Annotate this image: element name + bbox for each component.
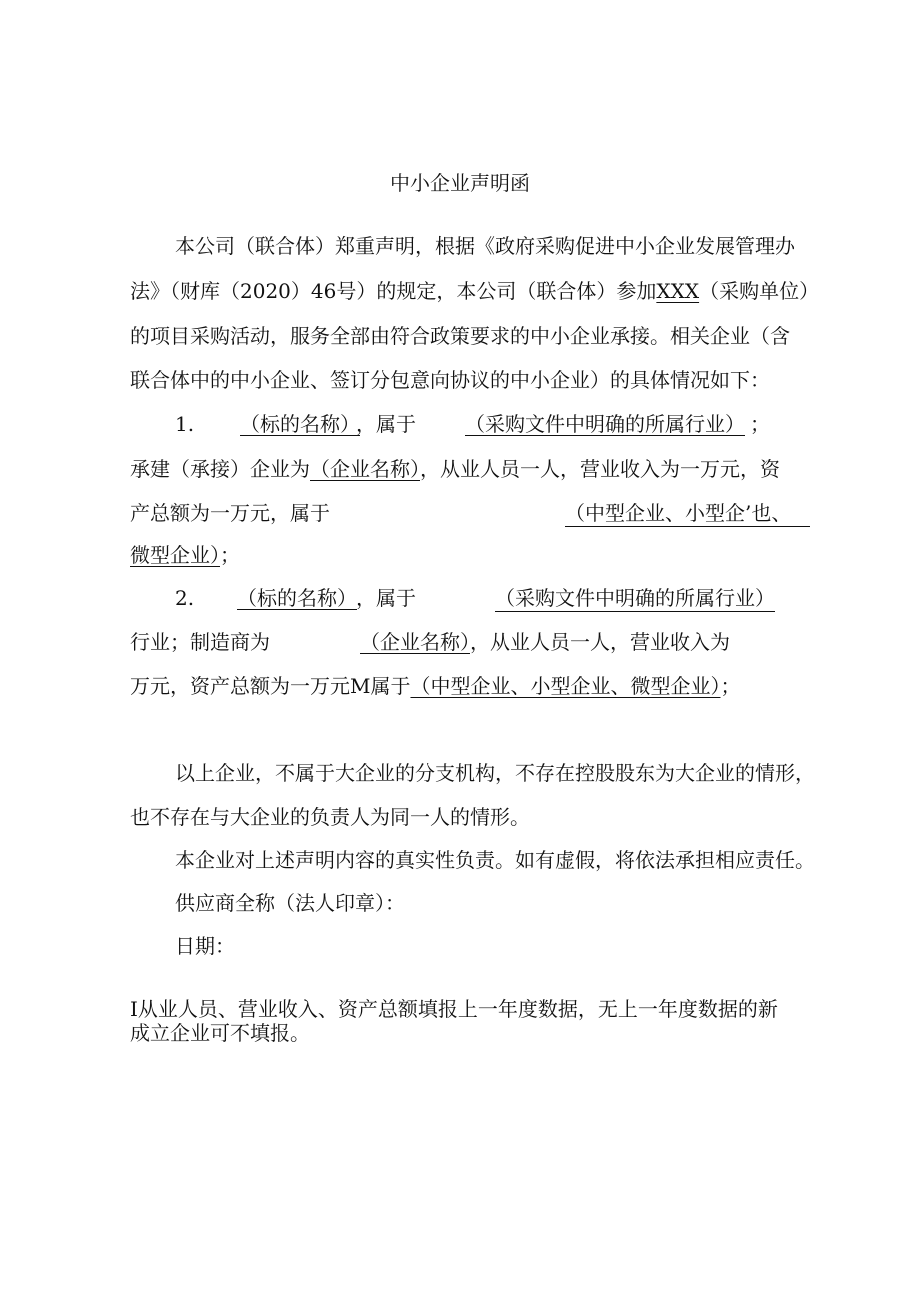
item1-number: 1. <box>175 412 195 436</box>
item2-subject-field: （标的名称） <box>237 586 357 610</box>
item1-industry-end: ； <box>750 412 770 436</box>
item2-industry-field-wrap <box>495 585 775 612</box>
statement-line-1: 以上企业，不属于大企业的分支机构，不存在控股股东为大企业的情形， <box>175 761 815 785</box>
item1-line-3: 产总额为一万元，属于 <box>130 501 330 525</box>
item2-line-2-start: 行业；制造商为 <box>130 630 270 654</box>
intro-line-4: 联合体中的中小企业、签订分包意向协议的中小企业）的具体情况如下： <box>130 368 770 392</box>
item2-industry-field: （采购文件中明确的所属行业） <box>495 586 775 610</box>
item1-line-2: 承建（承接）企业为（企业名称），从业人员一人，营业收入为一万元，资 <box>130 457 780 481</box>
item1-line-4: 微型企业）； <box>130 543 240 567</box>
page-title: 中小企业声明函 <box>390 171 530 195</box>
item1-belongs-label: ，属于 <box>356 412 416 436</box>
item1-subject-field: （标的名称） <box>240 412 360 436</box>
item1-company-field: （企业名称） <box>310 457 420 481</box>
item2-line-2-end: （企业名称），从业人员一人，营业收入为 <box>360 630 730 654</box>
item1-industry-field: （采购文件中明确的所属行业） <box>465 412 745 436</box>
item2-line-3: 万元，资产总额为一万元M属于（中型企业、小型企业、微型企业）； <box>130 674 741 698</box>
item1-scale-field-part1: （中型企业、小型企’也、 <box>565 500 810 527</box>
item2-belongs-label: ，属于 <box>356 586 416 610</box>
statement-line-2: 也不存在与大企业的负责人为同一人的情形。 <box>130 805 530 829</box>
date-label: 日期： <box>175 934 235 958</box>
item2-company-field: （企业名称） <box>360 630 470 654</box>
purchaser-placeholder: XXX <box>656 279 700 303</box>
footnote-line-2: 成立企业可不填报。 <box>130 1021 310 1045</box>
intro-line-1: 本公司（联合体）郑重声明，根据《政府采购促进中小企业发展管理办 <box>175 234 795 258</box>
footnote-line-1: I从业人员、营业收入、资产总额填报上一年度数据，无上一年度数据的新 <box>130 997 778 1021</box>
intro-line-3: 的项目采购活动，服务全部由符合政策要求的中小企业承接。相关企业（含 <box>130 324 790 348</box>
supplier-name-label: 供应商全称（法人印章）： <box>175 891 405 915</box>
item1-scale-field-part2: 微型企业） <box>130 543 220 567</box>
intro-line-2: 法》（财库（2020）46号）的规定，本公司（联合体）参加XXX（采购单位） <box>130 279 820 303</box>
item2-number: 2. <box>175 586 195 610</box>
responsibility-text: 本企业对上述声明内容的真实性负责。如有虚假，将依法承担相应责任。 <box>175 848 815 872</box>
item2-scale-field: （中型企业、小型企业、微型企业） <box>410 674 721 698</box>
